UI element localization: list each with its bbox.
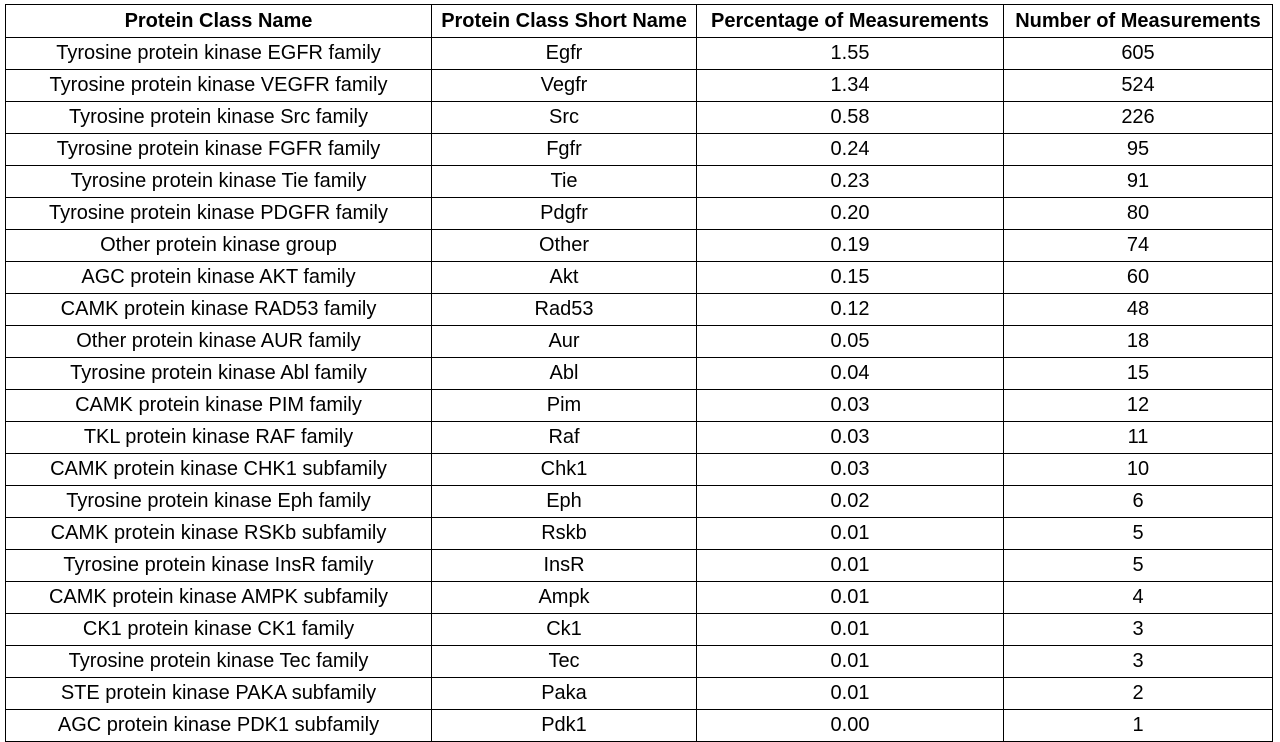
table-row bbox=[6, 166, 1273, 198]
percentage-cell: 0.00 bbox=[697, 710, 1004, 742]
header-row bbox=[6, 5, 1273, 38]
short-name-cell: Akt bbox=[432, 262, 697, 294]
short-name-cell: Rad53 bbox=[432, 294, 697, 326]
percentage-cell: 0.03 bbox=[697, 422, 1004, 454]
header-number-of-measurements: Number of Measurements bbox=[1004, 5, 1273, 38]
table-row bbox=[6, 486, 1273, 518]
table-row bbox=[6, 102, 1273, 134]
protein-class-name-cell: Tyrosine protein kinase Src family bbox=[6, 102, 432, 134]
protein-class-name-cell: STE protein kinase PAKA subfamily bbox=[6, 678, 432, 710]
percentage-cell: 0.19 bbox=[697, 230, 1004, 262]
protein-class-table bbox=[5, 4, 1273, 742]
percentage-cell: 0.12 bbox=[697, 294, 1004, 326]
percentage-cell: 0.01 bbox=[697, 678, 1004, 710]
table-row bbox=[6, 390, 1273, 422]
table-row bbox=[6, 710, 1273, 742]
count-cell: 10 bbox=[1004, 454, 1273, 486]
protein-class-name-cell: Tyrosine protein kinase Abl family bbox=[6, 358, 432, 390]
count-cell: 524 bbox=[1004, 70, 1273, 102]
percentage-cell: 0.20 bbox=[697, 198, 1004, 230]
short-name-cell: Ampk bbox=[432, 582, 697, 614]
table-row bbox=[6, 646, 1273, 678]
count-cell: 80 bbox=[1004, 198, 1273, 230]
protein-class-name-cell: Tyrosine protein kinase Tie family bbox=[6, 166, 432, 198]
table-row bbox=[6, 678, 1273, 710]
count-cell: 5 bbox=[1004, 518, 1273, 550]
short-name-cell: Pdk1 bbox=[432, 710, 697, 742]
short-name-cell: Ck1 bbox=[432, 614, 697, 646]
short-name-cell: Tec bbox=[432, 646, 697, 678]
count-cell: 5 bbox=[1004, 550, 1273, 582]
protein-class-name-cell: Tyrosine protein kinase InsR family bbox=[6, 550, 432, 582]
protein-class-name-cell: CAMK protein kinase RAD53 family bbox=[6, 294, 432, 326]
count-cell: 2 bbox=[1004, 678, 1273, 710]
protein-class-name-cell: Other protein kinase group bbox=[6, 230, 432, 262]
count-cell: 48 bbox=[1004, 294, 1273, 326]
short-name-cell: Pim bbox=[432, 390, 697, 422]
table-row bbox=[6, 134, 1273, 166]
count-cell: 91 bbox=[1004, 166, 1273, 198]
count-cell: 1 bbox=[1004, 710, 1273, 742]
count-cell: 18 bbox=[1004, 326, 1273, 358]
percentage-cell: 0.05 bbox=[697, 326, 1004, 358]
count-cell: 60 bbox=[1004, 262, 1273, 294]
protein-class-name-cell: Tyrosine protein kinase EGFR family bbox=[6, 38, 432, 70]
count-cell: 11 bbox=[1004, 422, 1273, 454]
percentage-cell: 0.23 bbox=[697, 166, 1004, 198]
protein-class-name-cell: CAMK protein kinase RSKb subfamily bbox=[6, 518, 432, 550]
table-row bbox=[6, 614, 1273, 646]
short-name-cell: Other bbox=[432, 230, 697, 262]
short-name-cell: Src bbox=[432, 102, 697, 134]
short-name-cell: Egfr bbox=[432, 38, 697, 70]
percentage-cell: 0.03 bbox=[697, 454, 1004, 486]
percentage-cell: 1.34 bbox=[697, 70, 1004, 102]
percentage-cell: 0.15 bbox=[697, 262, 1004, 294]
short-name-cell: Pdgfr bbox=[432, 198, 697, 230]
count-cell: 226 bbox=[1004, 102, 1273, 134]
protein-class-name-cell: Tyrosine protein kinase Eph family bbox=[6, 486, 432, 518]
table-row bbox=[6, 198, 1273, 230]
table-header bbox=[6, 5, 1273, 38]
short-name-cell: Rskb bbox=[432, 518, 697, 550]
percentage-cell: 0.01 bbox=[697, 582, 1004, 614]
protein-class-name-cell: CAMK protein kinase AMPK subfamily bbox=[6, 582, 432, 614]
header-percentage-of-measurements: Percentage of Measurements bbox=[697, 5, 1004, 38]
short-name-cell: Paka bbox=[432, 678, 697, 710]
count-cell: 3 bbox=[1004, 646, 1273, 678]
protein-class-name-cell: CAMK protein kinase CHK1 subfamily bbox=[6, 454, 432, 486]
percentage-cell: 0.02 bbox=[697, 486, 1004, 518]
count-cell: 6 bbox=[1004, 486, 1273, 518]
count-cell: 3 bbox=[1004, 614, 1273, 646]
short-name-cell: InsR bbox=[432, 550, 697, 582]
count-cell: 15 bbox=[1004, 358, 1273, 390]
short-name-cell: Vegfr bbox=[432, 70, 697, 102]
protein-class-name-cell: Tyrosine protein kinase PDGFR family bbox=[6, 198, 432, 230]
protein-class-name-cell: Tyrosine protein kinase VEGFR family bbox=[6, 70, 432, 102]
count-cell: 95 bbox=[1004, 134, 1273, 166]
percentage-cell: 0.01 bbox=[697, 614, 1004, 646]
table-row bbox=[6, 262, 1273, 294]
percentage-cell: 0.01 bbox=[697, 646, 1004, 678]
table-row bbox=[6, 38, 1273, 70]
table-row bbox=[6, 294, 1273, 326]
table-row bbox=[6, 230, 1273, 262]
table-row bbox=[6, 550, 1273, 582]
count-cell: 74 bbox=[1004, 230, 1273, 262]
percentage-cell: 0.04 bbox=[697, 358, 1004, 390]
short-name-cell: Fgfr bbox=[432, 134, 697, 166]
short-name-cell: Raf bbox=[432, 422, 697, 454]
table-row bbox=[6, 70, 1273, 102]
percentage-cell: 0.24 bbox=[697, 134, 1004, 166]
protein-class-name-cell: AGC protein kinase PDK1 subfamily bbox=[6, 710, 432, 742]
protein-class-name-cell: TKL protein kinase RAF family bbox=[6, 422, 432, 454]
short-name-cell: Tie bbox=[432, 166, 697, 198]
count-cell: 605 bbox=[1004, 38, 1273, 70]
protein-class-name-cell: CK1 protein kinase CK1 family bbox=[6, 614, 432, 646]
protein-class-name-cell: Tyrosine protein kinase Tec family bbox=[6, 646, 432, 678]
count-cell: 12 bbox=[1004, 390, 1273, 422]
table-row bbox=[6, 454, 1273, 486]
protein-class-name-cell: AGC protein kinase AKT family bbox=[6, 262, 432, 294]
table-row bbox=[6, 326, 1273, 358]
percentage-cell: 0.03 bbox=[697, 390, 1004, 422]
header-protein-class-short-name: Protein Class Short Name bbox=[432, 5, 697, 38]
short-name-cell: Aur bbox=[432, 326, 697, 358]
percentage-cell: 1.55 bbox=[697, 38, 1004, 70]
percentage-cell: 0.58 bbox=[697, 102, 1004, 134]
table-body bbox=[6, 38, 1273, 742]
protein-class-name-cell: CAMK protein kinase PIM family bbox=[6, 390, 432, 422]
percentage-cell: 0.01 bbox=[697, 550, 1004, 582]
short-name-cell: Chk1 bbox=[432, 454, 697, 486]
table-row bbox=[6, 582, 1273, 614]
header-protein-class-name: Protein Class Name bbox=[6, 5, 432, 38]
count-cell: 4 bbox=[1004, 582, 1273, 614]
protein-class-name-cell: Tyrosine protein kinase FGFR family bbox=[6, 134, 432, 166]
table-row bbox=[6, 422, 1273, 454]
short-name-cell: Eph bbox=[432, 486, 697, 518]
table-row bbox=[6, 518, 1273, 550]
protein-class-name-cell: Other protein kinase AUR family bbox=[6, 326, 432, 358]
table-row bbox=[6, 358, 1273, 390]
percentage-cell: 0.01 bbox=[697, 518, 1004, 550]
short-name-cell: Abl bbox=[432, 358, 697, 390]
